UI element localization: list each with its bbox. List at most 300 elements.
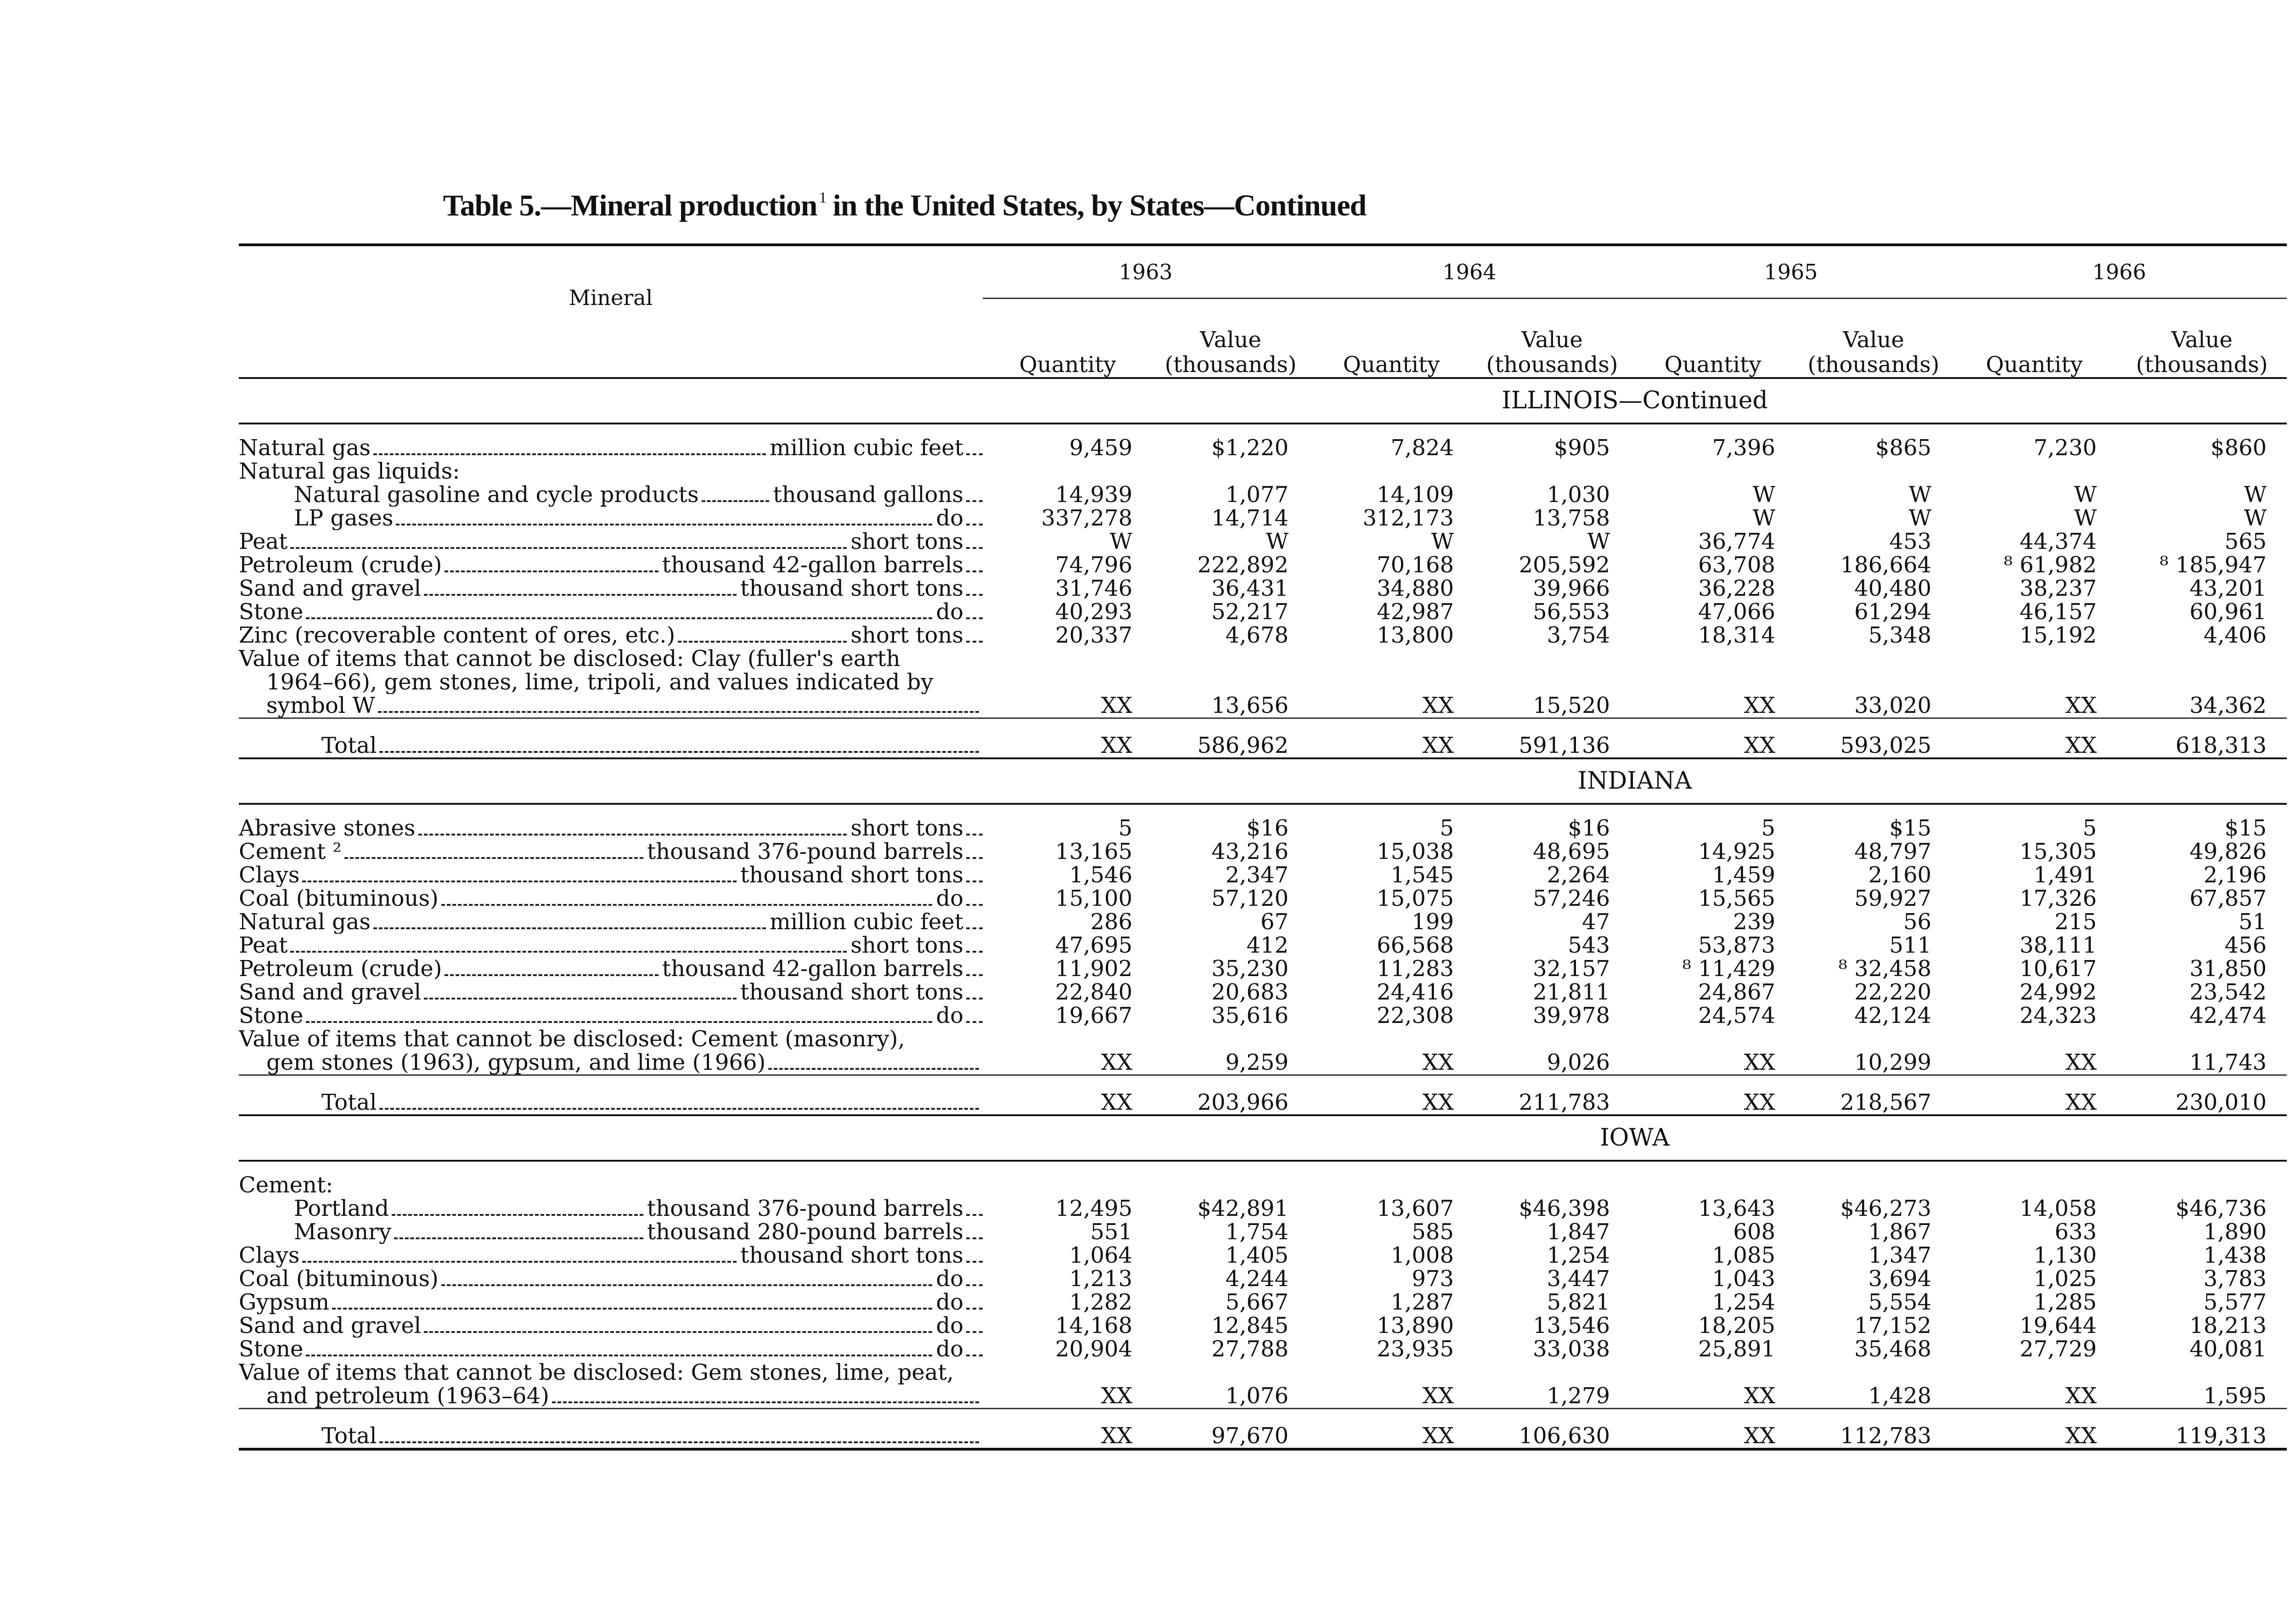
unit-label: short tons — [850, 934, 963, 957]
dot-leader — [441, 904, 933, 906]
value-cell: 5,554 — [1868, 1289, 1932, 1315]
value-cell: 112,783 — [1795, 1409, 1952, 1450]
mineral-column-header: Mineral — [239, 245, 983, 378]
value-cell: 36,431 — [1211, 576, 1289, 601]
label-line — [239, 1338, 983, 1361]
note-line-text: and petroleum (1963–64) — [266, 1384, 549, 1408]
total-label-cell — [239, 718, 983, 759]
mineral-name: Clays — [239, 1244, 300, 1267]
quantity-cell: 11,283 — [1377, 956, 1454, 982]
dot-leader — [379, 1441, 979, 1443]
dot-leader — [424, 1331, 932, 1333]
quantity-cell: 14,925 — [1698, 839, 1776, 864]
value-header-units: (thousands) — [1486, 352, 1618, 378]
value-cell: 5,577 — [2203, 1289, 2267, 1315]
mineral-name: Stone — [239, 1338, 304, 1361]
mineral-label-cell — [239, 624, 983, 647]
value-cell: 52,217 — [1211, 599, 1289, 625]
quantity-cell: 18,314 — [1698, 622, 1776, 648]
value-cell: 205,592 — [1519, 552, 1610, 578]
mineral-name: Abrasive stones — [239, 817, 416, 840]
dot-leader-tail — [966, 881, 983, 882]
mineral-name: Clays — [239, 864, 300, 887]
mineral-label-cell — [239, 910, 983, 934]
quantity-cell: XX — [1952, 1075, 2117, 1116]
value-cell: 543 — [1568, 932, 1610, 958]
value-cell: $15 — [1889, 815, 1932, 841]
quantity-cell: 24,574 — [1698, 1003, 1776, 1028]
value-cell: 1,754 — [1225, 1219, 1289, 1245]
dot-leader-tail — [966, 617, 983, 619]
value-cell: 3,754 — [1547, 622, 1610, 648]
total-row — [239, 1075, 2287, 1116]
value-cell: 15,520 — [1533, 693, 1610, 718]
dot-leader-tail — [966, 547, 983, 549]
state-name: IOWA — [1600, 1124, 1670, 1152]
table-row — [239, 647, 2287, 718]
table-row — [239, 553, 2287, 577]
quantity-cell: 17,326 — [2020, 886, 2097, 911]
value-cell: 33,020 — [1854, 693, 1932, 718]
value-cell: 51 — [2238, 909, 2267, 935]
quantity-cell: 14,939 — [1055, 482, 1132, 508]
mineral-name: Coal (bituminous) — [239, 1267, 439, 1291]
quantity-cell: 608 — [1733, 1219, 1776, 1245]
table-row — [239, 1338, 2287, 1361]
mineral-name: Sand and gravel — [239, 1314, 422, 1338]
mineral-name: Zinc (recoverable content of ores, etc.) — [239, 624, 675, 647]
value-cell: 1,030 — [1547, 482, 1610, 508]
mineral-name: Gypsum — [239, 1291, 330, 1314]
label-line — [239, 1314, 983, 1338]
quantity-cell: 13,890 — [1377, 1313, 1454, 1338]
quantity-cell: 5 — [1440, 815, 1454, 841]
value-cell: 1,428 — [1868, 1383, 1932, 1409]
quantity-cell: 337,278 — [1041, 505, 1132, 531]
table-title — [239, 188, 1570, 223]
mineral-label-cell — [239, 1338, 983, 1361]
quantity-cell: 1,282 — [1069, 1289, 1132, 1315]
value-cell: W — [2244, 482, 2267, 508]
table-row — [239, 483, 2287, 507]
quantity-cell: XX — [1952, 718, 2117, 759]
total-label-cell — [239, 1409, 983, 1450]
year-header-1963: 1963 — [983, 245, 1309, 299]
mineral-label-cell — [239, 1361, 983, 1409]
spacer-cell — [239, 1161, 2287, 1174]
quantity-cell: 5 — [1118, 815, 1132, 841]
quantity-cell: 12,495 — [1055, 1196, 1132, 1221]
value-cell: 11,743 — [2189, 1050, 2267, 1075]
label-line — [239, 483, 983, 507]
value-cell: 9,026 — [1547, 1050, 1610, 1075]
value-cell: $46,273 — [1840, 1196, 1932, 1221]
value-cell: 14,714 — [1211, 505, 1289, 531]
dot-leader-tail — [966, 1331, 983, 1333]
table-title-main: Table 5.—Mineral production — [443, 189, 817, 222]
dot-leader-tail — [966, 500, 983, 502]
quantity-cell: 973 — [1412, 1266, 1454, 1292]
table-row — [239, 1244, 2287, 1267]
label-line — [239, 934, 983, 957]
value-column-header — [2117, 299, 2287, 378]
quantity-cell: W — [1752, 505, 1776, 531]
dot-leader — [394, 1237, 643, 1239]
mineral-label-cell — [239, 530, 983, 553]
value-cell: 13,546 — [1533, 1313, 1610, 1338]
label-line — [239, 624, 983, 647]
quantity-column-header: Quantity — [1630, 299, 1795, 378]
value-cell: 453 — [1889, 529, 1932, 554]
value-cell: $46,736 — [2175, 1196, 2267, 1221]
unit-label: do — [936, 600, 963, 624]
dot-leader — [396, 524, 932, 525]
total-label-cell — [239, 1075, 983, 1116]
value-cell: 456 — [2224, 932, 2267, 958]
state-name: ILLINOIS—Continued — [1502, 387, 1768, 414]
mineral-label-cell — [239, 981, 983, 1004]
table-row — [239, 1174, 2287, 1197]
mineral-name: Petroleum (crude) — [239, 553, 442, 577]
value-cell: 5,348 — [1868, 622, 1932, 648]
value-cell: 4,244 — [1225, 1266, 1289, 1292]
quantity-cell: XX — [983, 718, 1153, 759]
value-cell: 3,447 — [1547, 1266, 1610, 1292]
spacer-row — [239, 1161, 2287, 1174]
quantity-cell: XX — [1744, 693, 1776, 718]
value-cell: 1,405 — [1225, 1242, 1289, 1268]
quantity-cell: XX — [2065, 693, 2097, 718]
quantity-cell: 5 — [1761, 815, 1776, 841]
dot-leader-tail — [966, 1237, 983, 1239]
mineral-label-cell — [239, 1174, 983, 1197]
note-line — [239, 647, 983, 671]
label-line — [239, 1197, 983, 1220]
unit-label: do — [936, 1291, 963, 1314]
dot-leader — [306, 1021, 932, 1023]
year-header-1965: 1965 — [1630, 245, 1952, 299]
value-cell: 186,664 — [1840, 552, 1932, 578]
quantity-cell: 5 — [2082, 815, 2097, 841]
mineral-label-cell — [239, 887, 983, 910]
quantity-cell: XX — [1744, 1050, 1776, 1075]
mineral-label-cell — [239, 1291, 983, 1314]
value-cell: 4,678 — [1225, 622, 1289, 648]
quantity-cell: 70,168 — [1377, 552, 1454, 578]
label-line — [239, 1174, 983, 1197]
dot-leader — [552, 1401, 979, 1403]
label-line — [239, 840, 983, 864]
value-cell: 43,201 — [2189, 576, 2267, 601]
value-cell: 32,157 — [1533, 956, 1610, 982]
mineral-label-cell — [239, 1267, 983, 1291]
quantity-column-header: Quantity — [1309, 299, 1474, 378]
quantity-cell: XX — [1630, 718, 1795, 759]
total-row — [239, 1409, 2287, 1450]
value-cell: ⁸ 185,947 — [2160, 552, 2267, 578]
dot-leader — [378, 711, 979, 713]
value-header-units: (thousands) — [1807, 352, 1940, 378]
table-row — [239, 864, 2287, 887]
quantity-cell: 36,228 — [1698, 576, 1776, 601]
value-cell: 2,196 — [2203, 862, 2267, 888]
quantity-cell: W — [1109, 529, 1132, 554]
quantity-cell: 24,323 — [2020, 1003, 2097, 1028]
dot-leader — [290, 951, 847, 953]
quantity-cell: 15,100 — [1055, 886, 1132, 911]
value-cell: 27,788 — [1211, 1336, 1289, 1362]
table-row — [239, 817, 2287, 840]
mineral-name: Stone — [239, 600, 304, 624]
value-cell: 61,294 — [1854, 599, 1932, 625]
quantity-cell: XX — [1309, 718, 1474, 759]
value-cell: 48,695 — [1533, 839, 1610, 864]
dot-leader-tail — [966, 1308, 983, 1310]
value-header-line: Value — [1200, 327, 1261, 353]
mineral-name: Coal (bituminous) — [239, 887, 439, 910]
total-label: Total — [321, 1424, 377, 1448]
quantity-cell: 44,374 — [2020, 529, 2097, 554]
unit-label: million cubic feet — [770, 436, 963, 460]
label-line — [239, 1004, 983, 1028]
table-row — [239, 1314, 2287, 1338]
table-row — [239, 934, 2287, 957]
value-cell: 9,259 — [1225, 1050, 1289, 1075]
total-label: Total — [321, 734, 377, 757]
label-line — [239, 957, 983, 981]
quantity-cell: 633 — [2054, 1219, 2097, 1245]
value-cell: 1,867 — [1868, 1219, 1932, 1245]
quantity-cell: 15,038 — [1377, 839, 1454, 864]
value-column-header — [1795, 299, 1952, 378]
value-cell: 593,025 — [1795, 718, 1952, 759]
dot-leader-tail — [966, 641, 983, 643]
quantity-cell: 38,111 — [2020, 932, 2097, 958]
value-cell: $46,398 — [1519, 1196, 1610, 1221]
unit-label: thousand short tons — [740, 864, 963, 887]
table-row — [239, 507, 2287, 530]
quantity-cell: XX — [1101, 693, 1132, 718]
note-line-text: Value of items that cannot be disclosed: Gem stones, lime, peat, — [239, 1361, 954, 1384]
quantity-cell: 40,293 — [1055, 599, 1132, 625]
quantity-cell: W — [1752, 482, 1776, 508]
value-cell: 33,038 — [1533, 1336, 1610, 1362]
quantity-cell: 53,873 — [1698, 932, 1776, 958]
quantity-cell: 15,075 — [1377, 886, 1454, 911]
quantity-cell: XX — [1630, 1409, 1795, 1450]
value-cell: 218,567 — [1795, 1075, 1952, 1116]
note-line — [239, 671, 983, 694]
disclosure-note — [239, 647, 983, 717]
value-cell: 1,438 — [2203, 1242, 2267, 1268]
mineral-label-cell — [239, 1314, 983, 1338]
mineral-production-table — [239, 243, 2287, 1451]
quantity-cell: 13,607 — [1377, 1196, 1454, 1221]
unit-label: do — [936, 1004, 963, 1028]
value-cell: $15 — [2224, 815, 2267, 841]
total-label: Total — [321, 1091, 377, 1114]
value-cell: W — [2244, 505, 2267, 531]
mineral-label-cell — [239, 553, 983, 577]
label-line — [239, 1267, 983, 1291]
value-cell: $905 — [1553, 435, 1610, 461]
quantity-cell: 239 — [1733, 909, 1776, 935]
quantity-column-header: Quantity — [1952, 299, 2117, 378]
quantity-cell: 551 — [1090, 1219, 1132, 1245]
quantity-cell: 36,774 — [1698, 529, 1776, 554]
dot-leader — [290, 547, 847, 549]
table-row — [239, 957, 2287, 981]
dot-leader — [441, 1284, 933, 1286]
value-cell: 230,010 — [2117, 1075, 2287, 1116]
quantity-cell: W — [1431, 529, 1454, 554]
quantity-cell: 7,230 — [2033, 435, 2097, 461]
value-cell: 34,362 — [2189, 693, 2267, 718]
quantity-cell: XX — [1952, 1409, 2117, 1450]
value-cell: 67,857 — [2189, 886, 2267, 911]
label-line — [321, 1424, 983, 1448]
value-cell: 35,616 — [1211, 1003, 1289, 1028]
value-cell: 1,279 — [1547, 1383, 1610, 1409]
quantity-cell: 1,254 — [1712, 1289, 1776, 1315]
dot-leader-tail — [966, 857, 983, 859]
label-line — [239, 507, 983, 530]
value-cell: 43,216 — [1211, 839, 1289, 864]
dot-leader-tail — [966, 594, 983, 596]
dot-leader — [445, 974, 658, 976]
quantity-cell: XX — [1309, 1409, 1474, 1450]
value-cell: 1,890 — [2203, 1219, 2267, 1245]
mineral-label-cell — [239, 840, 983, 864]
mineral-label-cell — [239, 1220, 983, 1244]
value-cell: 1,077 — [1225, 482, 1289, 508]
label-line — [239, 530, 983, 553]
year-header-1964: 1964 — [1309, 245, 1630, 299]
label-line — [239, 864, 983, 887]
unit-label: million cubic feet — [770, 910, 963, 934]
quantity-cell: 11,902 — [1055, 956, 1132, 982]
quantity-cell: 15,305 — [2020, 839, 2097, 864]
mineral-label-cell — [239, 436, 983, 460]
spacer-cell — [239, 423, 2287, 436]
quantity-cell: 46,157 — [2020, 599, 2097, 625]
quantity-cell: 7,396 — [1712, 435, 1776, 461]
value-cell: 222,892 — [1197, 552, 1289, 578]
value-cell: 22,220 — [1854, 979, 1932, 1005]
quantity-cell: 1,025 — [2033, 1266, 2097, 1292]
value-cell: 56 — [1903, 909, 1932, 935]
quantity-cell: 19,644 — [2020, 1313, 2097, 1338]
quantity-cell: 24,867 — [1698, 979, 1776, 1005]
dot-leader — [379, 1108, 979, 1110]
quantity-cell: ⁸ 11,429 — [1682, 956, 1776, 982]
mineral-name: LP gases — [294, 507, 394, 530]
mineral-label-cell — [239, 1028, 983, 1075]
quantity-cell: ⁸ 61,982 — [2003, 552, 2097, 578]
table-row — [239, 1028, 2287, 1075]
quantity-cell: 19,667 — [1055, 1003, 1132, 1028]
quantity-cell: 13,165 — [1055, 839, 1132, 864]
value-cell: 1,254 — [1547, 1242, 1610, 1268]
spacer-row — [239, 423, 2287, 436]
label-line — [239, 460, 983, 483]
label-line — [321, 734, 983, 757]
unit-label: short tons — [850, 530, 963, 553]
value-header-units: (thousands) — [1165, 352, 1297, 378]
value-cell: 5,667 — [1225, 1289, 1289, 1315]
quantity-cell: 63,708 — [1698, 552, 1776, 578]
dot-leader — [344, 857, 643, 859]
dot-leader-tail — [966, 1021, 983, 1023]
value-column-header — [1474, 299, 1630, 378]
table-row — [239, 530, 2287, 553]
dot-leader — [418, 834, 847, 836]
dot-leader — [332, 1308, 932, 1310]
quantity-cell: 22,308 — [1377, 1003, 1454, 1028]
quantity-cell: 25,891 — [1698, 1336, 1776, 1362]
table-row — [239, 981, 2287, 1004]
dot-leader-tail — [966, 927, 983, 929]
value-column-header — [1153, 299, 1309, 378]
dot-leader-tail — [966, 453, 983, 455]
value-cell: 39,966 — [1533, 576, 1610, 601]
quantity-cell: 13,800 — [1377, 622, 1454, 648]
value-cell: 60,961 — [2189, 599, 2267, 625]
note-line — [239, 694, 983, 717]
dot-leader — [678, 641, 847, 643]
value-cell: 1,595 — [2203, 1383, 2267, 1409]
dot-leader-tail — [966, 1284, 983, 1286]
value-header-line: Value — [2171, 327, 2233, 353]
value-cell: $860 — [2210, 435, 2267, 461]
unit-label: do — [936, 507, 963, 530]
value-cell: 57,120 — [1211, 886, 1289, 911]
table-row — [239, 1361, 2287, 1409]
dot-leader-tail — [966, 904, 983, 906]
mineral-name: Sand and gravel — [239, 577, 422, 600]
quantity-cell: XX — [1309, 1075, 1474, 1116]
spacer-cell — [239, 804, 2287, 817]
value-cell: 40,081 — [2189, 1336, 2267, 1362]
table-row — [239, 624, 2287, 647]
table-body — [239, 378, 2287, 1449]
mineral-name: Portland — [294, 1197, 389, 1220]
unit-label: thousand 280-pound barrels — [647, 1220, 963, 1244]
quantity-cell: 31,746 — [1055, 576, 1132, 601]
quantity-cell: 14,058 — [2020, 1196, 2097, 1221]
value-cell: 3,694 — [1868, 1266, 1932, 1292]
value-cell: 2,160 — [1868, 862, 1932, 888]
dot-leader — [373, 453, 766, 455]
unit-label: thousand short tons — [740, 1244, 963, 1267]
quantity-cell: 47,695 — [1055, 932, 1132, 958]
state-header-row — [239, 378, 2287, 423]
quantity-cell: 1,287 — [1390, 1289, 1454, 1315]
unit-label: thousand gallons — [773, 483, 963, 507]
dot-leader — [445, 570, 658, 572]
quantity-cell: 13,643 — [1698, 1196, 1776, 1221]
dot-leader-tail — [966, 1261, 983, 1263]
dot-leader — [702, 500, 770, 502]
value-cell: 1,076 — [1225, 1383, 1289, 1409]
state-header-cell — [239, 378, 2287, 423]
value-cell: 1,847 — [1547, 1219, 1610, 1245]
value-cell: $1,220 — [1211, 435, 1289, 461]
quantity-cell: 20,337 — [1055, 622, 1132, 648]
unit-label: do — [936, 887, 963, 910]
unit-label: short tons — [850, 624, 963, 647]
value-cell: 10,299 — [1854, 1050, 1932, 1075]
